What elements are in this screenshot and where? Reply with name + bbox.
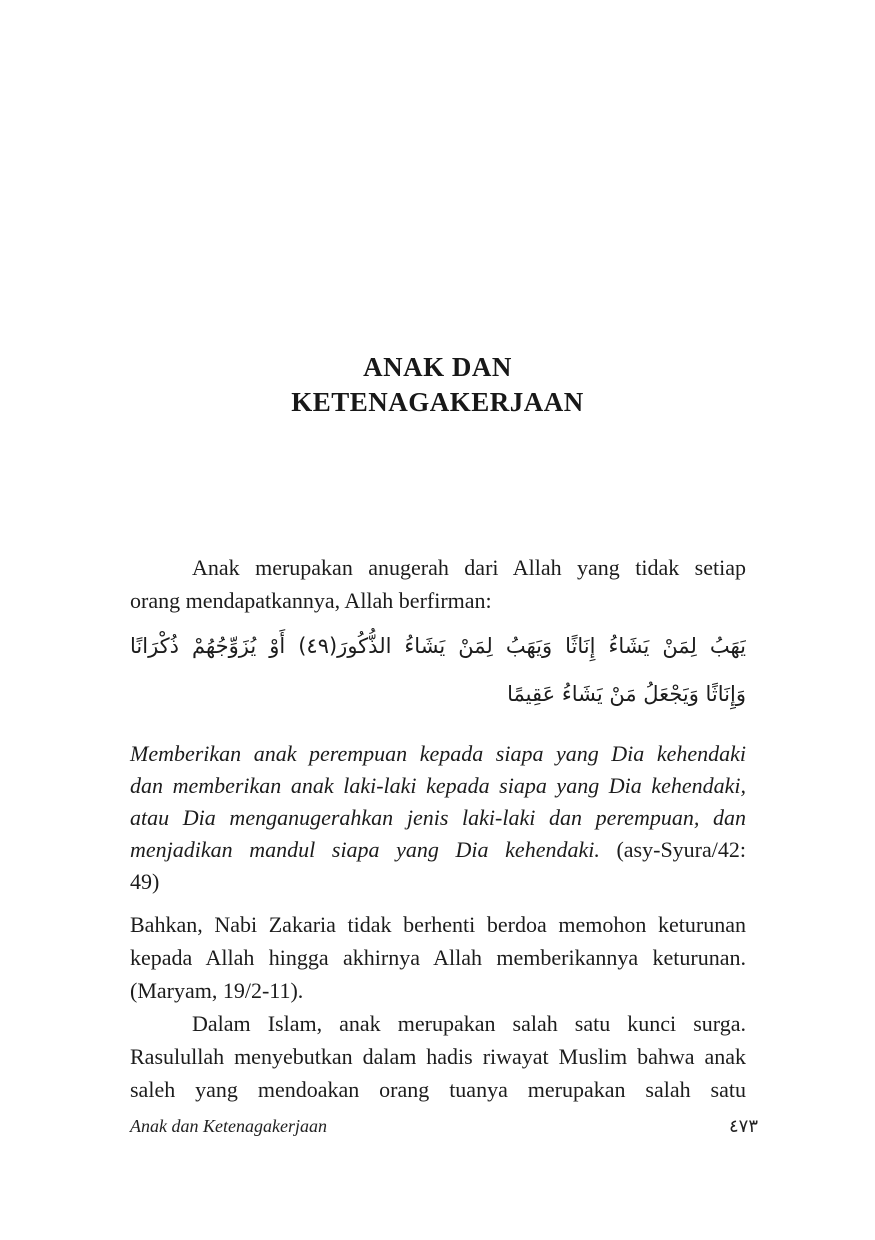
intro-paragraph <box>130 551 746 617</box>
page-number: ٤٧٣ <box>728 1116 758 1137</box>
text-line: saleh yang mendoakan orang tuanya merupakan salah satu <box>130 1077 746 1102</box>
running-title: Anak dan Ketenagakerjaan <box>130 1116 327 1136</box>
translation-final-segment: menjadikan mandul siapa yang Dia kehendaki. <box>130 837 600 862</box>
chapter-title <box>0 350 875 420</box>
arabic-verse-line: وَإِنَاثًا وَيَجْعَلُ مَنْ يَشَاءُ عَقِيمًا <box>507 682 746 706</box>
page-footer <box>130 1116 758 1137</box>
chapter-title-line-2: KETENAGAKERJAAN <box>291 387 584 417</box>
arabic-verse-line: يَهَبُ لِمَنْ يَشَاءُ إِنَاثًا وَيَهَبُ لِمَنْ يَشَاءُ الذُّكُورَ(٤٩) أَوْ يُزَوِّجُهُمْ ذُكْرَانًا <box>130 634 746 658</box>
text-line: (Maryam, 19/2-11). <box>130 978 304 1003</box>
text-line: Bahkan, Nabi Zakaria tidak berhenti berdoa memohon keturunan <box>130 912 746 937</box>
text-line: Anak merupakan anugerah dari Allah yang tidak setiap <box>192 555 746 580</box>
text-line: orang mendapatkannya, Allah berfirman: <box>130 588 492 613</box>
text-line: kepada Allah hingga akhirnya Allah memberikannya keturunan. <box>130 945 746 970</box>
text-line: Dalam Islam, anak merupakan salah satu kunci surga. <box>192 1011 746 1036</box>
chapter-title-line-1: ANAK DAN <box>363 352 512 382</box>
text-line: dan memberikan anak laki-laki kepada siapa yang Dia kehendaki, <box>130 773 746 798</box>
dalam-islam-paragraph <box>130 1007 746 1106</box>
text-line: Rasulullah menyebutkan dalam hadis riwayat Muslim bahwa anak <box>130 1044 746 1069</box>
text-line: Memberikan anak perempuan kepada siapa yang Dia kehendaki <box>130 741 746 766</box>
text-line <box>130 834 746 866</box>
zakaria-paragraph <box>130 908 746 1007</box>
verse-citation-continued: 49) <box>130 869 160 894</box>
quran-verse-arabic <box>130 622 746 718</box>
verse-citation: (asy-Syura/42: <box>616 837 746 862</box>
text-line: atau Dia menganugerahkan jenis laki-laki dan perempuan, dan <box>130 805 746 830</box>
verse-translation-paragraph <box>130 738 746 898</box>
